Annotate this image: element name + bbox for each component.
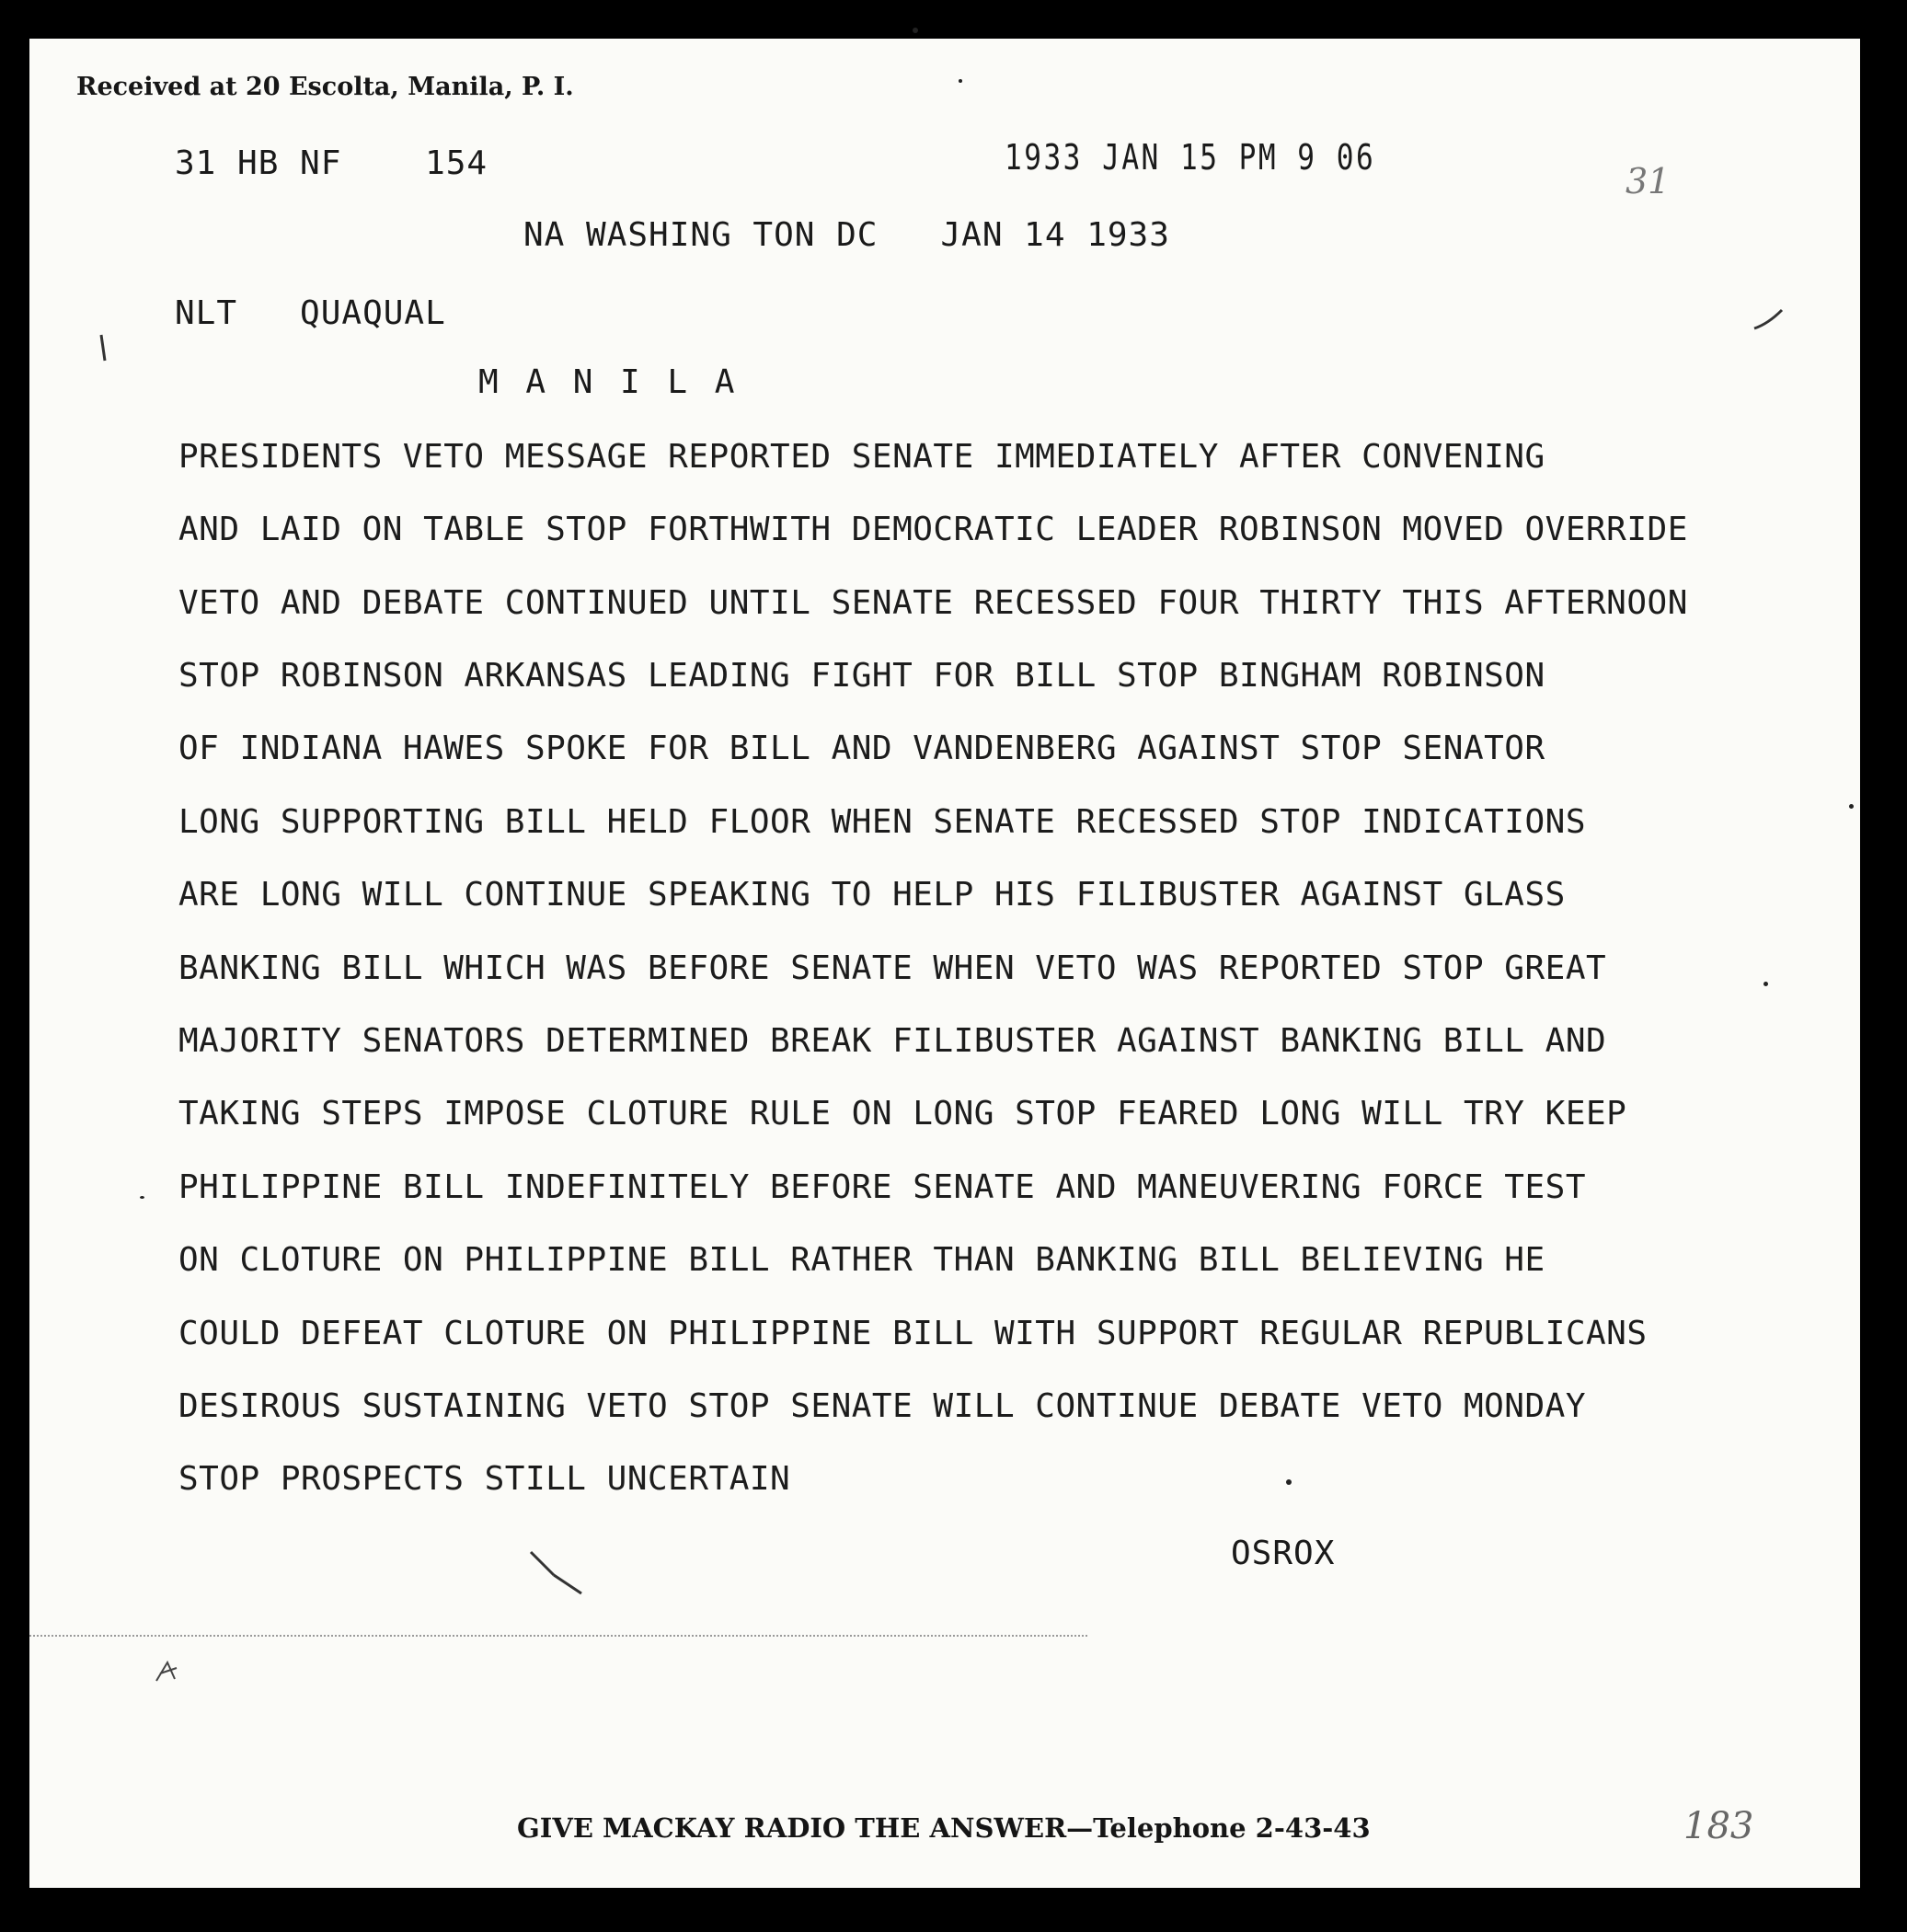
edge-tick-mark <box>1750 301 1796 338</box>
message-line: AND LAID ON TABLE STOP FORTHWITH DEMOCRATIC LEADER ROBINSON MOVED OVERRIDE <box>178 511 1688 548</box>
message-line: OF INDIANA HAWES SPOKE FOR BILL AND VANDENBERG AGAINST STOP SENATOR <box>178 730 1545 767</box>
check-line: 31 HB NF 154 <box>175 144 488 182</box>
footer-slogan: GIVE MACKAY RADIO THE ANSWER—Telephone 2-43-43 <box>517 1812 1371 1844</box>
scan-speck <box>959 79 962 83</box>
stray-scribble-mark <box>149 1653 186 1690</box>
scan-speck <box>1286 1479 1292 1485</box>
stray-pen-mark <box>526 1547 600 1603</box>
received-at-header: Received at 20 Escolta, Manila, P. I. <box>76 73 574 101</box>
message-line: BANKING BILL WHICH WAS BEFORE SENATE WHEN VETO WAS REPORTED STOP GREAT <box>178 949 1607 987</box>
message-line: LONG SUPPORTING BILL HELD FLOOR WHEN SENATE RECESSED STOP INDICATIONS <box>178 803 1586 841</box>
message-line: TAKING STEPS IMPOSE CLOTURE RULE ON LONG STOP FEARED LONG WILL TRY KEEP <box>178 1095 1627 1133</box>
margin-tick-mark <box>94 333 112 370</box>
message-line: ARE LONG WILL CONTINUE SPEAKING TO HELP HIS FILIBUSTER AGAINST GLASS <box>178 876 1566 914</box>
message-line: DESIROUS SUSTAINING VETO STOP SENATE WILL CONTINUE DEBATE VETO MONDAY <box>178 1387 1586 1425</box>
message-line: VETO AND DEBATE CONTINUED UNTIL SENATE RECESSED FOUR THIRTY THIS AFTERNOON <box>178 584 1688 622</box>
page-number: 183 <box>1683 1805 1754 1847</box>
telegram-sheet <box>29 39 1860 1888</box>
message-line: COULD DEFEAT CLOTURE ON PHILIPPINE BILL WITH SUPPORT REGULAR REPUBLICANS <box>178 1315 1648 1352</box>
destination: M A N I L A <box>478 363 739 401</box>
marginal-note: 31 <box>1626 161 1671 201</box>
message-line: PRESIDENTS VETO MESSAGE REPORTED SENATE IMMEDIATELY AFTER CONVENING <box>178 438 1545 476</box>
received-time-stamp: 1933 JAN 15 PM 9 06 <box>1005 137 1376 178</box>
scan-speck <box>1849 804 1854 809</box>
scan-speck <box>913 28 918 33</box>
message-line: MAJORITY SENATORS DETERMINED BREAK FILIBUSTER AGAINST BANKING BILL AND <box>178 1022 1607 1060</box>
scan-speck <box>1763 982 1768 986</box>
message-line: ON CLOTURE ON PHILIPPINE BILL RATHER THAN BANKING BILL BELIEVING HE <box>178 1241 1545 1279</box>
message-line: STOP ROBINSON ARKANSAS LEADING FIGHT FOR BILL STOP BINGHAM ROBINSON <box>178 657 1545 695</box>
message-line: STOP PROSPECTS STILL UNCERTAIN <box>178 1460 791 1498</box>
origin-line: NA WASHING TON DC JAN 14 1933 <box>523 216 1170 254</box>
class-and-address: NLT QUAQUAL <box>175 294 446 332</box>
divider-rule <box>29 1635 1087 1637</box>
scan-speck <box>140 1196 144 1199</box>
signature: OSROX <box>1231 1535 1336 1572</box>
message-line: PHILIPPINE BILL INDEFINITELY BEFORE SENATE AND MANEUVERING FORCE TEST <box>178 1168 1586 1206</box>
